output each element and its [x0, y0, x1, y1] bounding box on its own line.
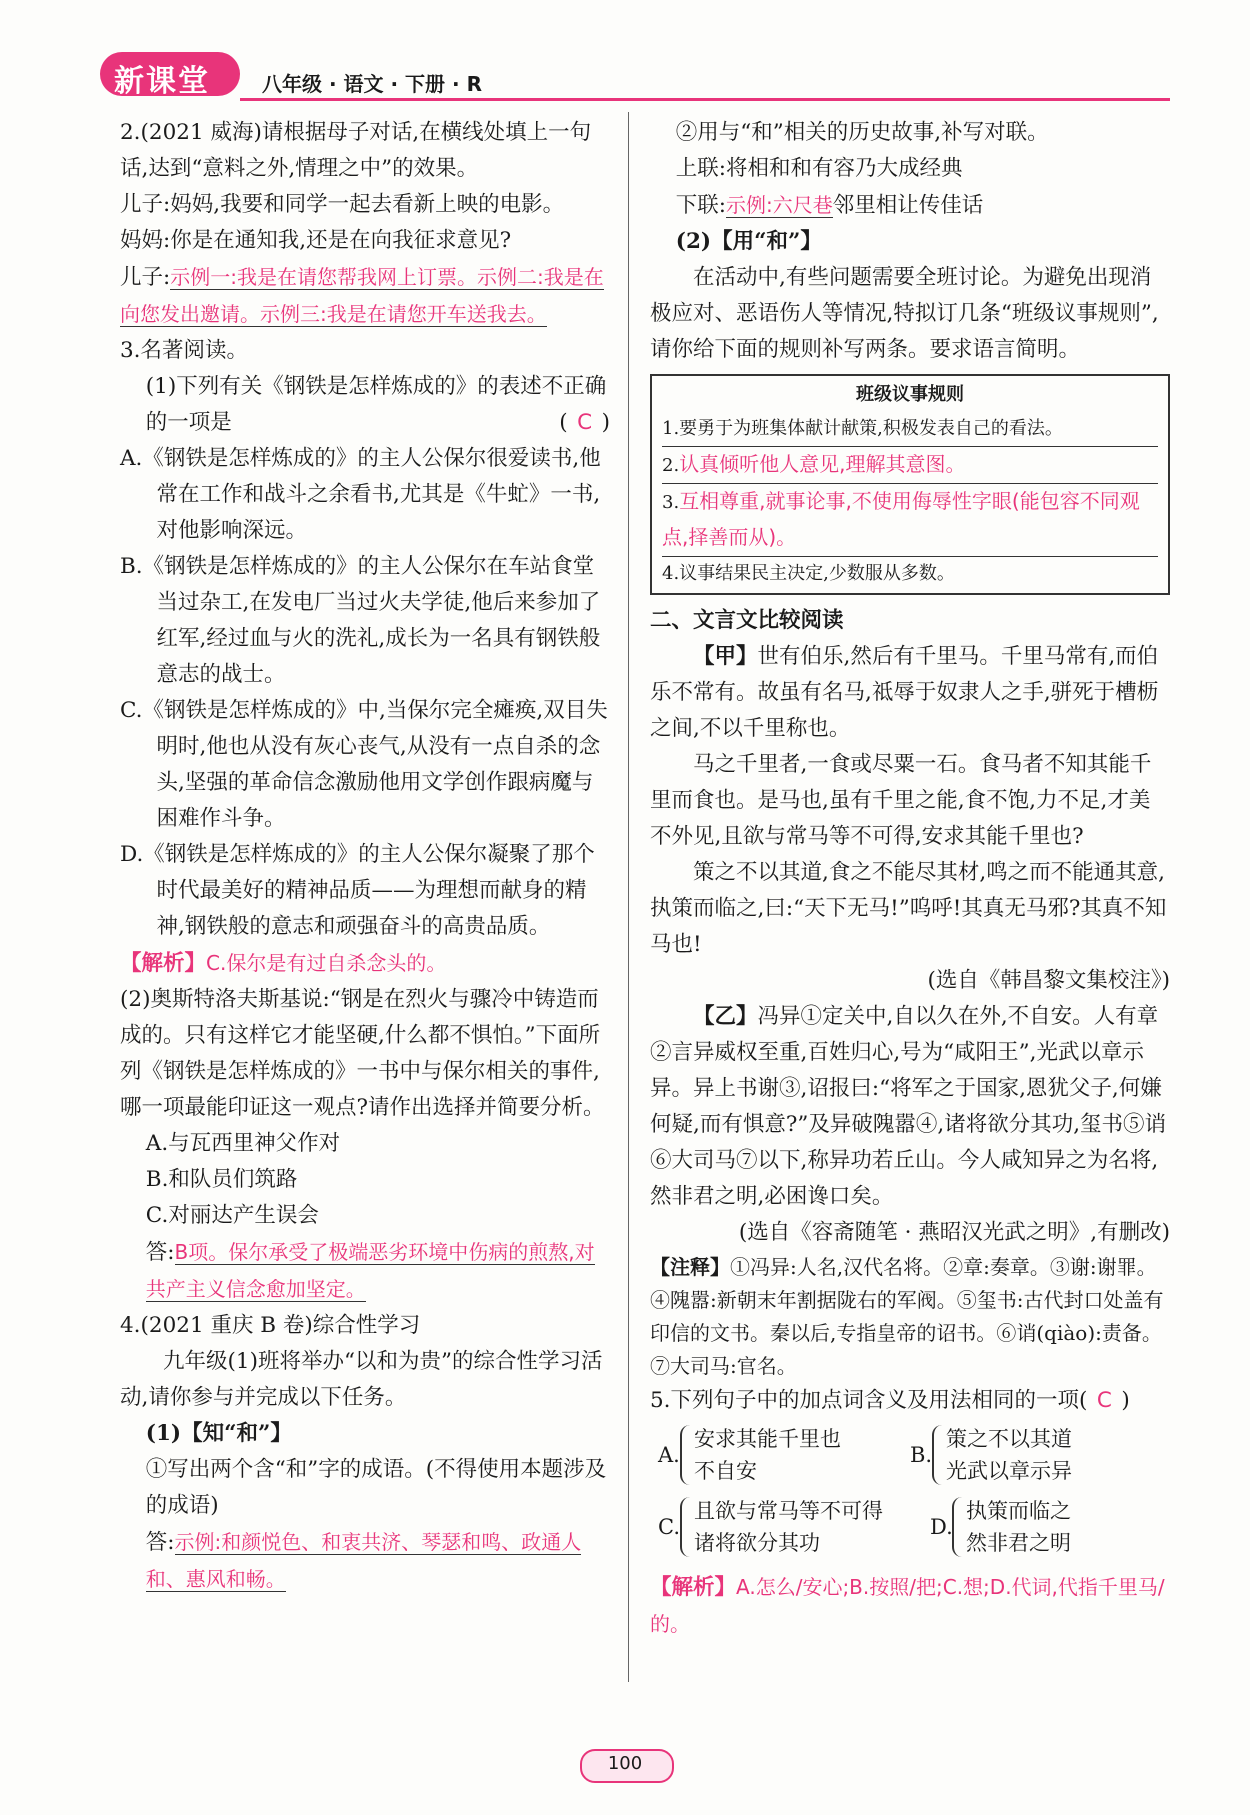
q3-p1-stem: (1)下列有关《钢铁是怎样炼成的》的表述不正确的一项是 ( C ) — [120, 369, 610, 441]
q5-stem: 5.下列句子中的加点词含义及用法相同的一项( C ) — [650, 1383, 1170, 1419]
q4-intro: 九年级(1)班将举办“以和为贵”的综合性学习活动,请你参与并完成以下任务。 — [120, 1349, 603, 1410]
q3-p2-stem: (2)奥斯特洛夫斯基说:“钢是在烈火与骤冷中铸造而成的。只有这样它才能坚硬,什么都不惧怕。”下面所列《钢铁是怎样炼成的》一书中与保尔相关的事件,哪一项最能印证这一观点?请作出选择并简要分析。 — [120, 987, 605, 1120]
rule-3-prefix: 3. — [662, 492, 680, 513]
q3-p1-answer: C — [577, 410, 593, 435]
rules-title: 班级议事规则 — [856, 384, 964, 405]
brace-icon — [680, 1497, 692, 1557]
q4-task2-text: 在活动中,有些问题需要全班讨论。为避免出现消极应对、恶语伤人等情况,特拟订几条“班级议事规则”,请你给下面的规则补写两条。要求语言简明。 — [650, 265, 1159, 362]
jia-para-2: 马之千里者,一食或尽粟一石。食马者不知其能千里而食也。是马也,虽有千里之能,食不饱,力不足,才美不外见,且欲与常马等不可得,安求其能千里也? — [650, 752, 1152, 849]
rule-2-prefix: 2. — [662, 455, 680, 476]
jia-para-1 — [650, 639, 1170, 747]
q3-option-c: C.《钢铁是怎样炼成的》中,当保尔完全瘫痪,双目失明时,他也从没有灰心丧气,从没有一点自杀的念头,坚强的革命信念激励他用文学创作跟病魔与困难作斗争。 — [120, 698, 608, 831]
q3-p1-jiexi — [120, 945, 610, 982]
brace-icon — [952, 1497, 964, 1557]
couplet-lower-answer: 示例:六尺巷 — [726, 193, 833, 217]
q2-son-line1: 儿子:妈妈,我要和同学一起去看新上映的电影。 — [120, 192, 565, 217]
q2-answer: 示例一:我是在请您帮我网上订票。示例二:我是在向您发出邀请。示例三:我是在请您开车送我去。 — [120, 265, 604, 326]
q3-option-b: B.《钢铁是怎样炼成的》的主人公保尔在车站食堂当过杂工,在发电厂当过火夫学徒,他后来参加了红军,经过血与火的洗礼,成长为一名具有钢铁般意志的战士。 — [120, 554, 601, 687]
rules-box — [650, 374, 1170, 595]
jia-para-3: 策之不以其道,食之不能尽其材,鸣之而不能通其意,执策而临之,曰:“天下无马!”呜呼!其真无马邪?其真不知马也! — [650, 860, 1167, 957]
q5-option-c-line1: 且欲与常马等不可得 — [694, 1499, 883, 1523]
q5-options — [650, 1419, 1170, 1569]
q4-task1-q1-answer: 示例:和颜悦色、和衷共济、琴瑟和鸣、政通人和、惠风和畅。 — [145, 1530, 582, 1591]
rule-3 — [662, 484, 1158, 557]
q5-answer: C — [1096, 1388, 1112, 1413]
q5-option-c-line2: 诸将欲分其功 — [694, 1531, 820, 1555]
q5-option-b-label: B. — [910, 1443, 933, 1467]
notes — [650, 1251, 1170, 1383]
book-logo — [100, 52, 240, 102]
jia-label: 【甲】 — [693, 644, 758, 669]
q3-option-a: A.《钢铁是怎样炼成的》的主人公保尔很爱读书,他常在工作和战斗之余看书,尤其是《牛虻》一书,对他影响深远。 — [120, 446, 601, 543]
q2-stem: 2.(2021 威海)请根据母子对话,在横线处填上一句话,达到“意料之外,情理之中”的效果。 — [120, 120, 592, 181]
q5-option-a-line1: 安求其能千里也 — [694, 1427, 841, 1451]
notes-text: ①冯异:人名,汉代名将。②章:奏章。③谢:谢罪。④隗嚣:新朝末年割据陇右的军阀。⑤玺书:古代封口处盖有印信的文书。秦以后,专指皇帝的诏书。⑥诮(qiào):责备。⑦大司马:官名。 — [650, 1255, 1164, 1378]
q4-task1-title: (1)【知“和”】 — [145, 1421, 292, 1446]
q3-p2-option-a: A.与瓦西里神父作对 — [145, 1131, 341, 1156]
header-rule — [240, 98, 1170, 101]
couplet-lower — [650, 187, 1170, 224]
q3-stem: 3.名著阅读。 — [120, 338, 249, 363]
left-column — [120, 115, 610, 1598]
q5-option-d-line2: 然非君之明 — [966, 1531, 1071, 1555]
q4-task1-q1: ①写出两个含“和”字的成语。(不得使用本题涉及的成语) — [145, 1457, 607, 1518]
q3-option-d: D.《钢铁是怎样炼成的》的主人公保尔凝聚了那个时代最美好的精神品质——为理想而献身的精神,钢铁般的意志和顽强奋斗的高贵品质。 — [120, 842, 595, 939]
q3-p2-option-b: B.和队员们筑路 — [145, 1167, 298, 1192]
brace-icon — [680, 1425, 692, 1485]
q3-p2-answer-prefix: 答: — [145, 1240, 175, 1265]
rule-2 — [662, 447, 1158, 484]
q5-option-d-line1: 执策而临之 — [966, 1499, 1071, 1523]
q3-p2-answer-line — [120, 1234, 610, 1308]
q5-jiexi-label: 【解析】 — [650, 1575, 737, 1600]
notes-label: 【注释】 — [650, 1255, 730, 1279]
q3-p1-jiexi-text: C.保尔是有过自杀念头的。 — [206, 951, 447, 975]
section-2-title: 二、文言文比较阅读 — [650, 608, 844, 633]
q5-option-a-line2: 不自安 — [694, 1459, 757, 1483]
q2-son-prefix: 儿子: — [120, 265, 171, 290]
yi-text: 冯异①定关中,自以久在外,不自安。人有章②言异威权至重,百姓归心,号为“咸阳王”,光武以章示异。异上书谢③,诏报曰:“将军之于国家,恩犹父子,何嫌何疑,而有惧意?”及异破隗嚣④,诸将欲分其功,玺书⑤诮⑥大司马⑦以下,称异功若丘山。今人咸知异之为名将,然非君之明,必困谗口矣。 — [650, 1004, 1167, 1209]
q3-p1-text: (1)下列有关《钢铁是怎样炼成的》的表述不正确的一项是 — [145, 374, 607, 435]
q5-option-a-label: A. — [658, 1443, 680, 1467]
q5-option-b-line2: 光武以章示异 — [946, 1459, 1072, 1483]
rule-2-answer: 认真倾听他人意见,理解其意图。 — [679, 452, 966, 476]
q5-option-b-line1: 策之不以其道 — [946, 1427, 1072, 1451]
rule-3-answer: 互相尊重,就事论事,不使用侮辱性字眼(能包容不同观点,择善而从)。 — [662, 489, 1140, 549]
q5-stem-text: 5.下列句子中的加点词含义及用法相同的一项 — [650, 1388, 1080, 1413]
jia-text-1: 世有伯乐,然后有千里马。千里马常有,而伯乐不常有。故虽有名马,祗辱于奴隶人之手,骈死于槽枥之间,不以千里称也。 — [650, 644, 1159, 741]
q4-task2-title: (2)【用“和”】 — [675, 229, 822, 254]
yi-para — [650, 999, 1170, 1215]
jia-source: (选自《韩昌黎文集校注》) — [927, 968, 1170, 993]
yi-source: (选自《容斋随笔 · 燕昭汉光武之明》,有删改) — [738, 1220, 1170, 1245]
q5-jiexi-text: A.怎么/安心;B.按照/把;C.想;D.代词,代指千里马/的。 — [650, 1575, 1165, 1636]
q5-option-d-label: D. — [930, 1515, 953, 1539]
q5-jiexi — [650, 1569, 1170, 1643]
book-subtitle: 八年级 · 语文 · 下册 · R — [262, 72, 482, 96]
yi-label: 【乙】 — [693, 1004, 758, 1029]
logo-text: 新课堂 — [114, 64, 210, 99]
brace-icon — [932, 1425, 944, 1485]
q3-p2-answer: B项。保尔承受了极端恶劣环境中伤病的煎熬,对共产主义信念愈加坚定。 — [145, 1240, 595, 1301]
q4-stem: 4.(2021 重庆 B 卷)综合性学习 — [120, 1313, 421, 1338]
couplet-lower-prefix: 下联: — [675, 193, 727, 218]
column-divider — [628, 112, 629, 1682]
q5-option-c-label: C. — [658, 1515, 680, 1539]
page-number — [580, 1745, 670, 1785]
q4-answer-prefix: 答: — [145, 1530, 175, 1555]
jiexi-label: 【解析】 — [120, 951, 207, 976]
couplet-upper: 上联:将相和和有容乃大成经典 — [675, 156, 963, 181]
right-column — [650, 115, 1170, 1643]
q2-mom-line: 妈妈:你是在通知我,还是在向我征求意见? — [120, 228, 512, 253]
rule-1: 1.要勇于为班集体献计献策,积极发表自己的看法。 — [662, 412, 1158, 447]
q3-p2-option-c: C.对丽达产生误会 — [145, 1203, 319, 1228]
q4-task1-q1-answer-line — [120, 1524, 610, 1598]
q2-answer-line — [120, 259, 610, 333]
q4-task1-q2: ②用与“和”相关的历史故事,补写对联。 — [675, 120, 1049, 145]
rule-4: 4.议事结果民主决定,少数服从多数。 — [662, 563, 955, 584]
page-number-text: 100 — [607, 1753, 643, 1774]
couplet-lower-suffix: 邻里相让传佳话 — [832, 193, 984, 218]
